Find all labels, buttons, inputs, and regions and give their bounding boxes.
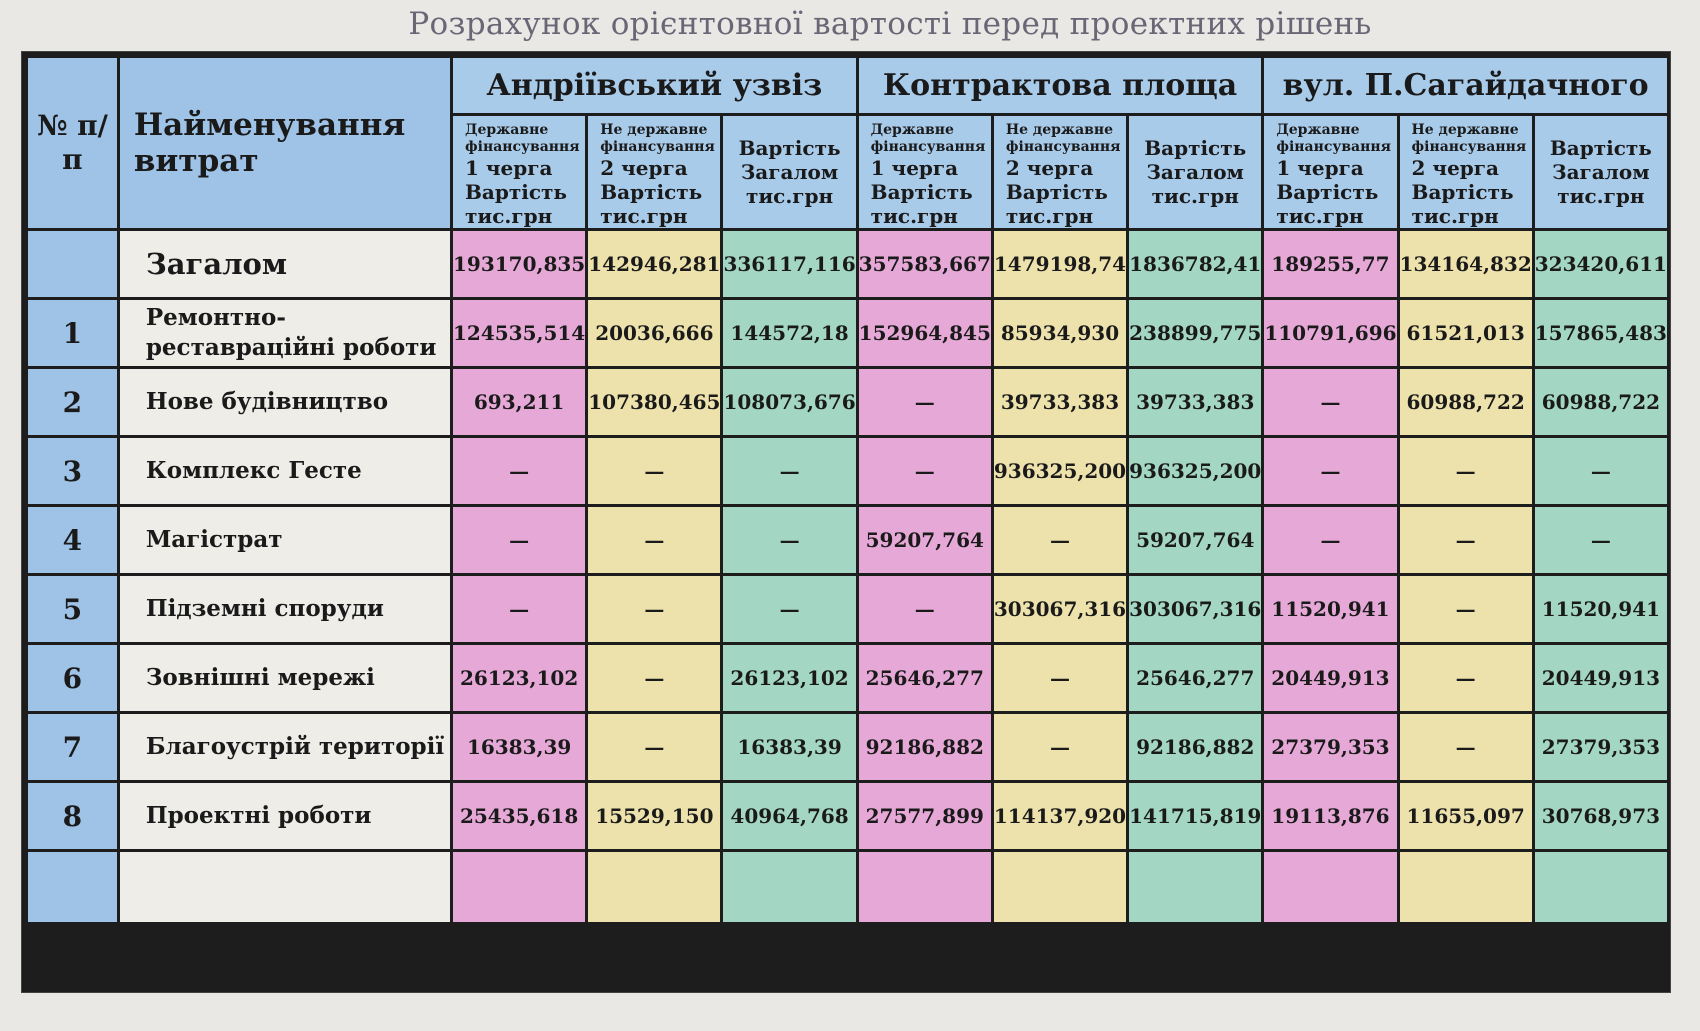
empty-cell	[1129, 852, 1261, 922]
subheader-state-main: 1 черга Вартість тис.грн	[1276, 156, 1379, 228]
empty-cell	[723, 852, 855, 922]
table-cell: 303067,316	[994, 576, 1126, 642]
row-number: 1	[28, 300, 117, 366]
table-cell: 303067,316	[1129, 576, 1261, 642]
row-name: Підземні споруди	[120, 576, 450, 642]
subheader-nonstate-main: 2 черга Вартість тис.грн	[1005, 156, 1108, 228]
table-cell: —	[1264, 438, 1396, 504]
row-name: Благоустрій території	[120, 714, 450, 780]
table-row	[28, 507, 1667, 573]
table-cell: 16383,39	[723, 714, 855, 780]
table-cell: —	[453, 507, 585, 573]
row-number: 3	[28, 438, 117, 504]
table-cell: 27379,353	[1264, 714, 1396, 780]
table-cell: 25646,277	[859, 645, 991, 711]
table-cell: —	[723, 438, 855, 504]
subheader-total-andriivskyi: Вартість Загалом тис.грн	[723, 116, 855, 228]
table-cell: —	[1264, 369, 1396, 435]
table-cell: —	[588, 645, 720, 711]
table-cell: 30768,973	[1535, 783, 1667, 849]
table-row	[28, 783, 1667, 849]
table-row	[28, 576, 1667, 642]
page-title: Розрахунок орієнтовної вартості перед проектних рішень	[408, 6, 1372, 42]
table-cell: —	[723, 507, 855, 573]
row-number: 5	[28, 576, 117, 642]
table-cell: 25435,618	[453, 783, 585, 849]
table-cell: 936325,200	[1129, 438, 1261, 504]
empty-cell	[588, 852, 720, 922]
subheader-total-sahaidachnoho: Вартість Загалом тис.грн	[1535, 116, 1667, 228]
group-header-sahaidachnoho: вул. П.Сагайдачного	[1264, 58, 1667, 113]
subheader-state-main: 1 черга Вартість тис.грн	[465, 156, 567, 228]
subheader-state-andriivskyi	[453, 116, 585, 228]
table-cell: 1836782,41	[1129, 231, 1261, 297]
table-cell: —	[453, 438, 585, 504]
row-name: Загалом	[120, 231, 450, 297]
table-cell: 144572,18	[723, 300, 855, 366]
table-cell: 61521,013	[1400, 300, 1532, 366]
empty-cell	[453, 852, 585, 922]
row-number: 2	[28, 369, 117, 435]
header-num: № п/п	[28, 58, 117, 228]
subheader-nonstate-small: Не державне фінансування	[600, 122, 715, 155]
subheader-state-main: 1 черга Вартість тис.грн	[870, 156, 973, 228]
table-cell: 11520,941	[1264, 576, 1396, 642]
empty-cell	[120, 852, 450, 922]
table-cell: —	[1535, 438, 1667, 504]
row-number: 8	[28, 783, 117, 849]
table-cell: 60988,722	[1535, 369, 1667, 435]
group-header-andriivskyi: Андріївський узвіз	[453, 58, 856, 113]
table-cell: 152964,845	[859, 300, 991, 366]
table-cell: —	[1264, 507, 1396, 573]
subheader-nonstate-main: 2 черга Вартість тис.грн	[600, 156, 703, 228]
table-cell: 20036,666	[588, 300, 720, 366]
empty-cell	[1535, 852, 1667, 922]
row-number: 6	[28, 645, 117, 711]
table-row	[28, 369, 1667, 435]
row-number	[28, 231, 117, 297]
row-name: Комплекс Гесте	[120, 438, 450, 504]
row-name: Нове будівництво	[120, 369, 450, 435]
empty-cell	[859, 852, 991, 922]
subheader-nonstate-small: Не державне фінансування	[1005, 122, 1121, 155]
table-cell: 108073,676	[723, 369, 855, 435]
table-cell: —	[859, 369, 991, 435]
table-cell: —	[588, 507, 720, 573]
table-cell: 142946,281	[588, 231, 720, 297]
table-cell: 124535,514	[453, 300, 585, 366]
table-cell: 323420,611	[1535, 231, 1667, 297]
table-cell: 1479198,74	[994, 231, 1126, 297]
table-cell: 11520,941	[1535, 576, 1667, 642]
table-cell: 39733,383	[994, 369, 1126, 435]
table-cell: 936325,200	[994, 438, 1126, 504]
table-cell: 134164,832	[1400, 231, 1532, 297]
table-cell: 157865,483	[1535, 300, 1667, 366]
table-cell: —	[1400, 438, 1532, 504]
table-cell: 20449,913	[1535, 645, 1667, 711]
table-cell: 60988,722	[1400, 369, 1532, 435]
table-row	[28, 645, 1667, 711]
table-row	[28, 231, 1667, 297]
row-name: Магістрат	[120, 507, 450, 573]
table-cell: —	[1400, 645, 1532, 711]
subheader-nonstate-main: 2 черга Вартість тис.грн	[1411, 156, 1514, 228]
table-cell: 336117,116	[723, 231, 855, 297]
row-name: Ремонтно-реставраційні роботи	[120, 300, 450, 366]
table-cell: —	[723, 576, 855, 642]
subheader-state-small: Державне фінансування	[870, 122, 986, 155]
table-cell: 40964,768	[723, 783, 855, 849]
table-cell: —	[1400, 507, 1532, 573]
subheader-nonstate-sahaidachnoho	[1400, 116, 1532, 228]
empty-cell	[994, 852, 1126, 922]
table-cell: 27379,353	[1535, 714, 1667, 780]
table-cell: 357583,667	[859, 231, 991, 297]
table-cell: 27577,899	[859, 783, 991, 849]
table-cell: —	[1400, 576, 1532, 642]
table-cell: 59207,764	[1129, 507, 1261, 573]
table-cell: 11655,097	[1400, 783, 1532, 849]
table-cell: 193170,835	[453, 231, 585, 297]
table-cell: 141715,819	[1129, 783, 1261, 849]
row-name: Проектні роботи	[120, 783, 450, 849]
table-cell: 59207,764	[859, 507, 991, 573]
table-cell: 26123,102	[723, 645, 855, 711]
table-cell: —	[588, 438, 720, 504]
table-cell: 85934,930	[994, 300, 1126, 366]
subheader-state-sahaidachnoho	[1264, 116, 1396, 228]
empty-cell	[28, 852, 117, 922]
table-cell: —	[453, 576, 585, 642]
table-row	[28, 438, 1667, 504]
table-cell: —	[994, 645, 1126, 711]
table-cell: —	[859, 576, 991, 642]
row-name: Зовнішні мережі	[120, 645, 450, 711]
subheader-nonstate-small: Не державне фінансування	[1411, 122, 1527, 155]
table-row-empty	[28, 852, 1667, 922]
table-cell: —	[1400, 714, 1532, 780]
group-header-kontraktova: Контрактова площа	[859, 58, 1262, 113]
table-cell: 238899,775	[1129, 300, 1261, 366]
table-cell: 26123,102	[453, 645, 585, 711]
subheader-state-kontraktova	[859, 116, 991, 228]
subheader-nonstate-andriivskyi	[588, 116, 720, 228]
table-cell: —	[588, 576, 720, 642]
table-cell: —	[588, 714, 720, 780]
table-cell: 693,211	[453, 369, 585, 435]
table-cell: 92186,882	[1129, 714, 1261, 780]
cost-board	[22, 52, 1670, 992]
subheader-total-kontraktova: Вартість Загалом тис.грн	[1129, 116, 1261, 228]
table-cell: 114137,920	[994, 783, 1126, 849]
cost-table	[25, 55, 1670, 925]
table-cell: 110791,696	[1264, 300, 1396, 366]
table-cell: 39733,383	[1129, 369, 1261, 435]
table-cell: 16383,39	[453, 714, 585, 780]
table-cell: 25646,277	[1129, 645, 1261, 711]
empty-cell	[1264, 852, 1396, 922]
table-cell: 19113,876	[1264, 783, 1396, 849]
table-cell: —	[994, 714, 1126, 780]
table-cell: 15529,150	[588, 783, 720, 849]
row-number: 7	[28, 714, 117, 780]
subheader-state-small: Державне фінансування	[1276, 122, 1391, 155]
empty-cell	[1400, 852, 1532, 922]
table-cell: —	[1535, 507, 1667, 573]
table-cell: 107380,465	[588, 369, 720, 435]
table-row	[28, 300, 1667, 366]
table-cell: —	[994, 507, 1126, 573]
header-name: Найменування витрат	[120, 58, 450, 228]
table-row	[28, 714, 1667, 780]
table-cell: —	[859, 438, 991, 504]
row-number: 4	[28, 507, 117, 573]
subheader-nonstate-kontraktova	[994, 116, 1126, 228]
table-cell: 20449,913	[1264, 645, 1396, 711]
subheader-state-small: Державне фінансування	[465, 122, 580, 155]
table-cell: 92186,882	[859, 714, 991, 780]
table-cell: 189255,77	[1264, 231, 1396, 297]
